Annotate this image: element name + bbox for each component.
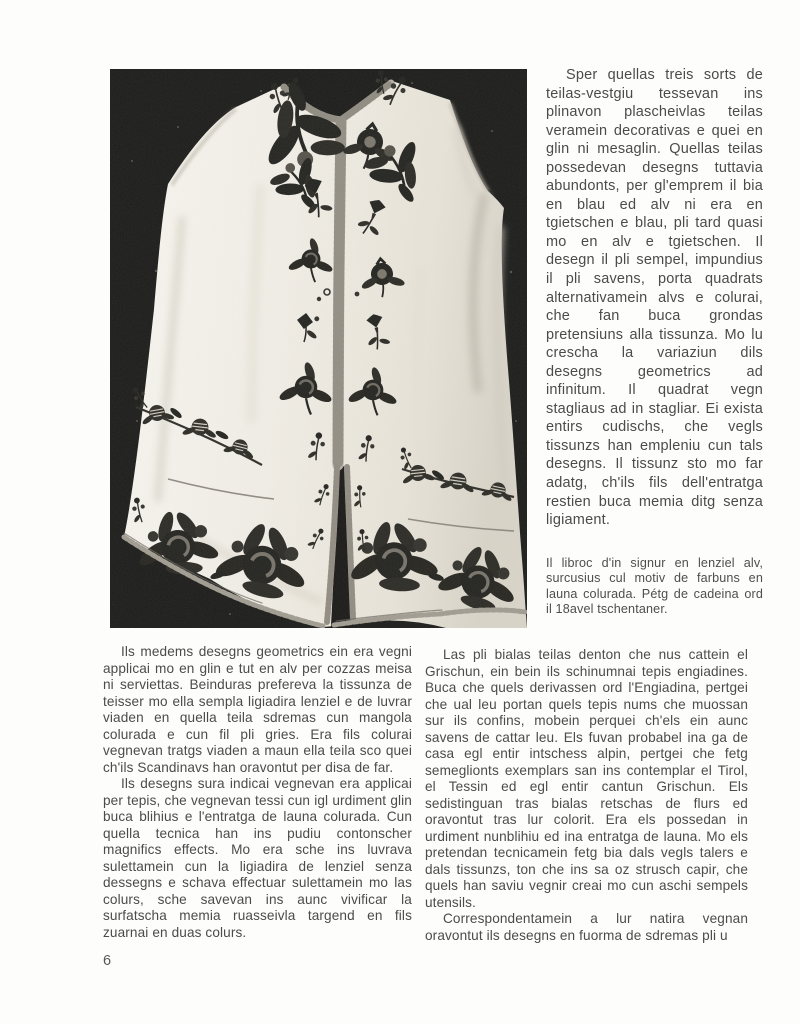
paragraph: Correspondentamein a lur natira vegnan oravontut ils desegns en fuorma de sdremas pli u — [425, 911, 748, 943]
caption-text: Il libroc d'in signur en lenziel alv, surcusius cul motiv de farbuns en launa colurada. Pétg de cadeina ord il 18avel tschentaner. — [546, 556, 763, 616]
page-number: 6 — [103, 953, 112, 969]
left-text-column — [103, 644, 412, 941]
intro-paragraph: Sper quellas treis sorts de teilas-vestgiu tessevan ins plinavon plascheivlas teilas veramein decorativas e quei en glin ni mesaglin. Quellas teilas possedevan desegns tuttavia abundonts, per gl'emprem il bia en blau ed alv ni era en tgietschen e blau, pli tard quasi mo en alv e tgietschen. Il desegn il pli sempel, impundius il pli savens, porta quadrats alternativamein alvs e colurai, che fan buca grondas pretensiuns alla tissunza. Mo lu crescha la variaziun dils desegns geometrics ad infinitum. Il quadrat vegn stagliaus ad in stagliar. Ei exista entirs cudischs, che vegls tissunzs han empleniu cun tals desegns. Il tissunz sto mo far adatg, ch'ils fils dell'entratga restien buca memia ditg senza ligiament. — [546, 67, 763, 529]
paragraph: Ils medems desegns geometrics ein era vegni applicai mo en glin e tut en alv per cozzas meisa ni serviettas. Beinduras prefereva la tissunza de teisser mo ella sempla ligiadira lenziel e de luvrar viaden en quella teila sdremas cun mangola colurada e cun fil pli gries. Era fils colurai vegnevan tratgs viaden a maun ella teila sco quei ch'ils Scandinavs han oravontut per disa de far. — [103, 644, 412, 775]
waistcoat-illustration — [110, 69, 527, 628]
waistcoat-photo — [110, 69, 527, 628]
intro-column — [546, 66, 763, 530]
paragraph: Ils desegns sura indicai vegnevan era applicai per tepis, che vegnevan tessi cun igl urdiment glin buca blihius e l'entratga de launa colurada. Cun quella tecnica han ins pudiu contonscher magnifics effects. Mo era sche ins luvrava sulettamein cun la ligiadira de lenziel senza dessegns e schava effectuar sulettamein mo las colurs, sche savevan ins aunc vivificar la surfatscha memia ruasseivla targend en fils zuarnai en duas colurs. — [103, 776, 412, 940]
right-text-column — [425, 647, 748, 944]
photo-caption — [546, 556, 763, 617]
paragraph: Las pli bialas teilas denton che nus cattein el Grischun, ein bein ils schinumnai tepis engiadines. Buca che quels derivassen ord l'Engiadina, pertgei che ual leu portan quels tepis nums che muossan sur ils confins, mobein perquei ch'els ein aunc savens de cattar leu. Els fuvan probabel ina ga de casa egl entir intschess alpin, pertgei che fetg semeglionts exemplars san ins contemplar el Tirol, el Tessin ed egl entir cantun Grischun. Els sedistinguan tras bialas retschas de flurs ed oravontut tras lur colorit. Era els possedan in urdiment nunblihiu ed ina entratga de launa. Mo els pretendan tecnicamein fetg bia dals vegls talers e dals tissunzs, ton che ins sa oz strusch capir, che quels han saviu vegnir creai mo cun aschi sempels utensils. — [425, 647, 748, 910]
